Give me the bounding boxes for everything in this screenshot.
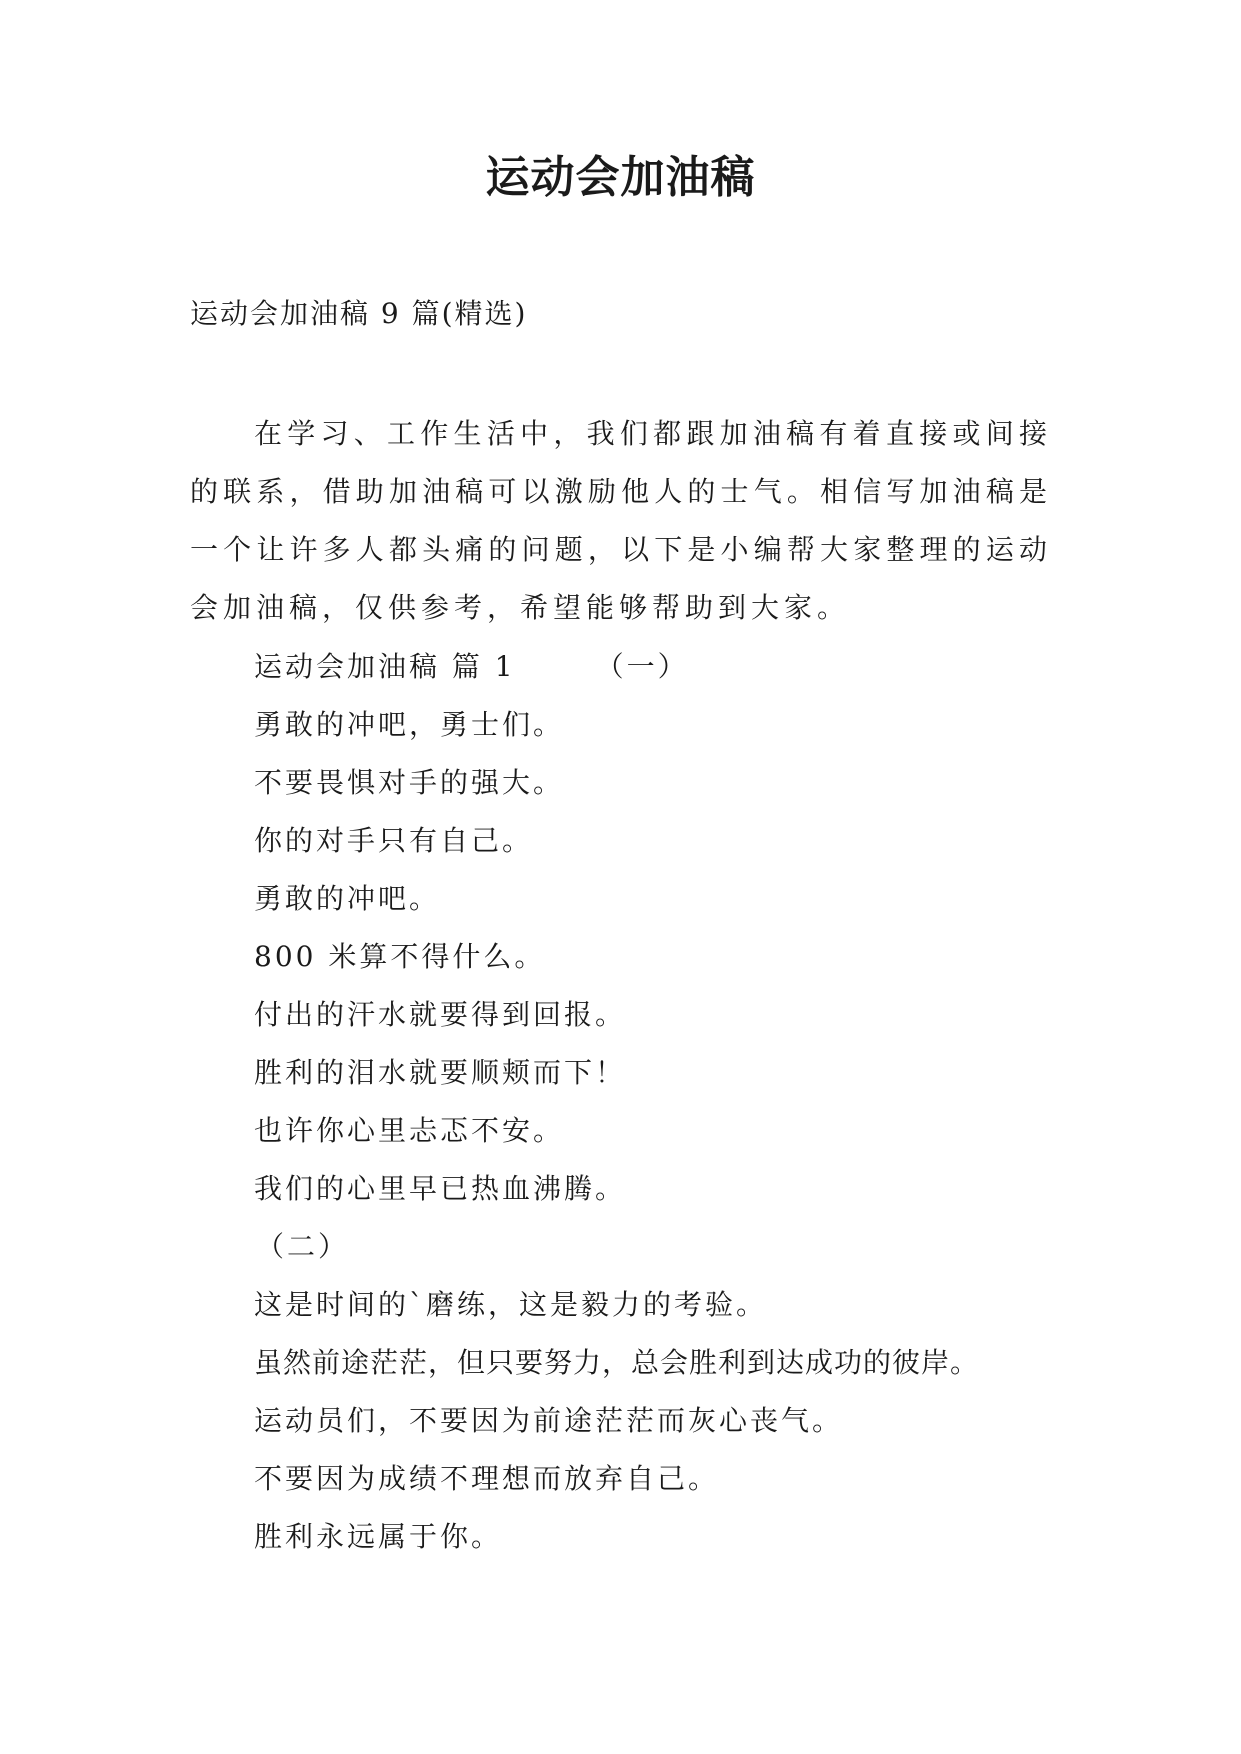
document-title: 运动会加油稿	[485, 152, 756, 203]
section-title: 运动会加油稿 篇 1	[254, 650, 516, 683]
poem-line: 付出的汗水就要得到回报。	[254, 998, 627, 1031]
poem-line: 勇敢的冲吧，勇士们。	[254, 708, 565, 741]
poem-line: 胜利的泪水就要顺颊而下！	[254, 1056, 627, 1089]
poem-line: 虽然前途茫茫，但只要努力，总会胜利到达成功的彼岸。	[254, 1346, 980, 1379]
section-part-marker: （一）	[595, 650, 689, 683]
poem-line: 胜利永远属于你。	[254, 1520, 503, 1553]
document-subtitle: 运动会加油稿 9 篇(精选)	[190, 297, 528, 330]
poem-line: 800 米算不得什么。	[254, 940, 546, 973]
poem-line: 你的对手只有自己。	[254, 824, 534, 857]
poem-line: 运动员们，不要因为前途茫茫而灰心丧气。	[254, 1404, 844, 1437]
poem-line: 也许你心里忐忑不安。	[254, 1114, 565, 1147]
intro-paragraph: 在学习、工作生活中，我们都跟加油稿有着直接或间接的联系，借助加油稿可以激励他人的士气。相信写加油稿是一个让许多人都头痛的问题，以下是小编帮大家整理的运动会加油稿，仅供参考，希望能够帮助到大家。	[190, 417, 1052, 624]
poem-line: 这是时间的`磨练，这是毅力的考验。	[254, 1288, 768, 1321]
poem-line: 我们的心里早已热血沸腾。	[254, 1172, 627, 1205]
poem-line: 不要因为成绩不理想而放弃自己。	[254, 1462, 720, 1495]
poem-line: 不要畏惧对手的强大。	[254, 766, 565, 799]
poem-lines	[254, 638, 1114, 1566]
section-part-marker: （二）	[256, 1230, 350, 1263]
section-heading	[254, 638, 1114, 696]
poem-line: 勇敢的冲吧。	[254, 882, 441, 915]
